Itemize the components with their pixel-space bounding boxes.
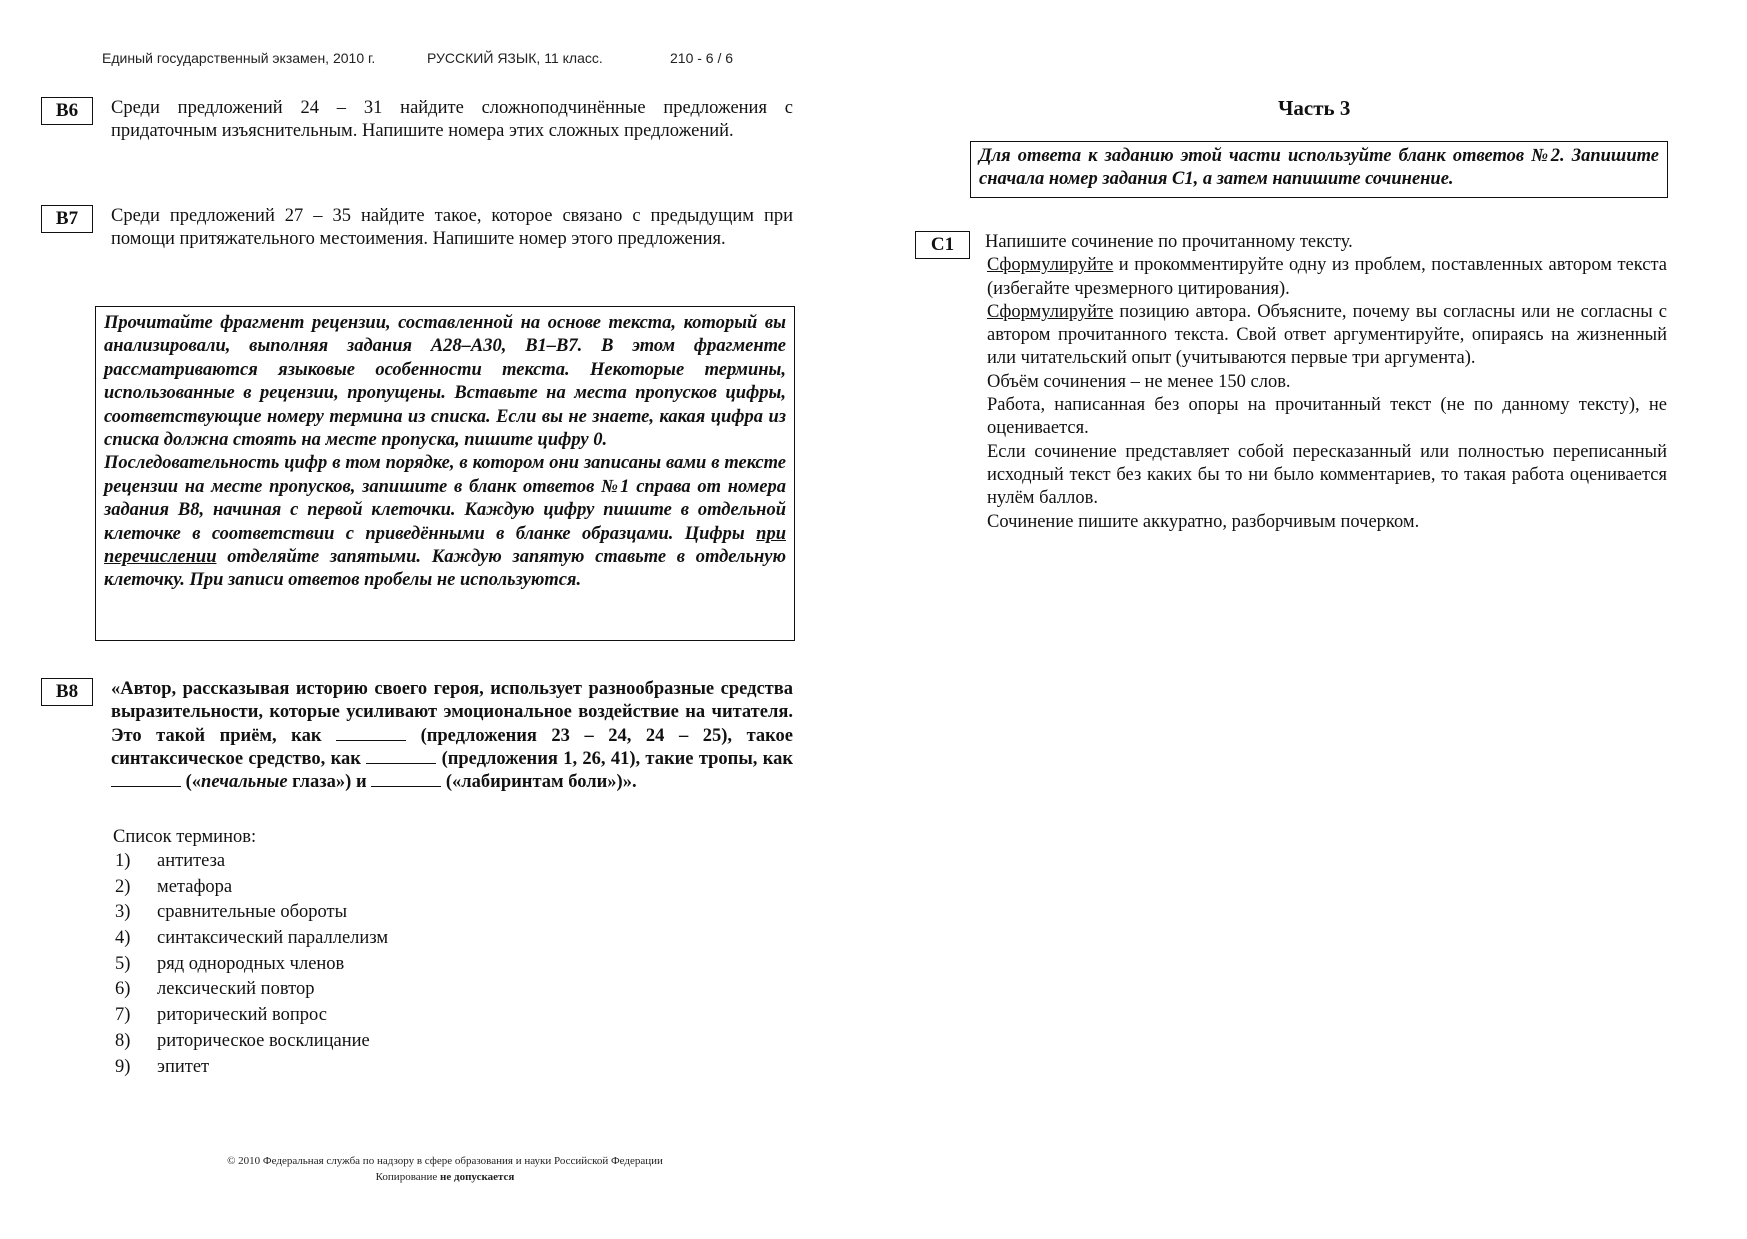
task-b8	[41, 678, 793, 818]
part-instruction-box: Для ответа к заданию этой части используйте бланк ответов №2. Запишите сначала номер задания С1, а затем напишите сочинение.	[970, 141, 1668, 198]
task-text: Среди предложений 24 – 31 найдите сложноподчинённые предложения с придаточным изъяснительным. Напишите номера этих сложных предложений.	[111, 98, 793, 142]
part-title: Часть 3	[1278, 96, 1351, 120]
list-item: 1) антитеза	[115, 851, 226, 871]
list-item: 7) риторический вопрос	[115, 1005, 327, 1026]
instruction-paragraph: Прочитайте фрагмент рецензии, составленной на основе текста, который вы анализировали, выполняя задания А28–А30, В1–В7. В этом фрагменте рассматриваются языковые особенности текста. Некоторые термины, использованные в рецензии, пропущены. Вставьте на места пропусков цифры, соответствующие номеру термина из списка. Если вы не знаете, какая цифра из списка должна стоять на месте пропуска, пишите цифру 0.	[104, 313, 786, 451]
terms-list	[113, 825, 613, 1080]
exam-title: Единый государственный экзамен, 2010 г.	[102, 50, 376, 66]
terms-header: Список терминов:	[113, 827, 257, 847]
list-item: 9) эпитет	[115, 1056, 210, 1077]
subject-title: РУССКИЙ ЯЗЫК, 11 класс.	[427, 50, 603, 66]
answer-blank	[336, 726, 406, 741]
task-b6	[41, 97, 793, 169]
instruction-box	[95, 306, 795, 641]
page-footer	[180, 1153, 710, 1185]
task-code: B7	[41, 205, 93, 233]
task-text: Среди предложений 27 – 35 найдите такое, которое связано с предыдущим при помощи притяжательного местоимения. Напишите номер этого предложения.	[111, 206, 793, 250]
answer-blank	[366, 749, 436, 764]
task-text: Напишите сочинение по прочитанному тексту. Сформулируйте и прокомментируйте одну из проблем, поставленных автором текста (избегайте чрезмерного цитирования). Сформулируйте позицию автора. Объясните, почему вы согласны или не согласны с автором прочитанного текста. Свой ответ аргументируйте, опираясь на жизненный или читательский опыт (учитываются первые три аргумента). Объём сочинения – не менее 150 слов. Работа, написанная без опоры на прочитанный текст (не по данному тексту), не оценивается. Если сочинение представляет собой пересказанный или полностью переписанный исходный текст без каких бы то ни было комментариев, то такая работа оценивается нулём баллов. Сочинение пишите аккуратно, разборчивым почерком.	[985, 232, 1667, 532]
answer-blank	[111, 772, 181, 787]
task-code: B8	[41, 678, 93, 706]
review-fragment: «Автор, рассказывая историю своего героя, использует разнообразные средства выразительности, которые усиливают эмоциональное воздействие на читателя. Это такой приём, как (предложения 23 – 24, 24 – 25), такое синтаксическое средство, как (предложения 1, 26, 41), такие тропы, как («печальные глаза») и («лабиринтам боли»)».	[111, 679, 794, 793]
list-item: 4) синтаксический параллелизм	[115, 928, 389, 949]
copy-notice: Копирование не допускается	[375, 1171, 515, 1183]
list-item: 5) ряд однородных членов	[115, 953, 345, 974]
list-item: 3) сравнительные обороты	[115, 902, 348, 923]
instruction-paragraph: Последовательность цифр в том порядке, в котором они записаны вами в тексте рецензии на месте пропусков, запишите в бланк ответов №1 справа от номера задания В8, начиная с первой клеточки. Каждую цифру пишите в отдельной клеточке в соответствии с приведёнными в бланке образцами. Цифры при перечислении отделяйте запятыми. Каждую запятую ставьте в отдельную клеточку. При записи ответов пробелы не используются.	[104, 453, 786, 591]
page-number: 210 - 6 / 6	[670, 50, 734, 66]
copyright-line: © 2010 Федеральная служба по надзору в сфере образования и науки Российской Федерации	[227, 1155, 663, 1167]
task-code: B6	[41, 97, 93, 125]
list-item: 6) лексический повтор	[115, 979, 315, 1000]
list-item: 8) риторическое восклицание	[115, 1030, 370, 1051]
task-b7	[41, 205, 793, 277]
task-code: C1	[915, 231, 970, 259]
list-item: 2) метафора	[115, 876, 233, 897]
answer-blank	[371, 772, 441, 787]
